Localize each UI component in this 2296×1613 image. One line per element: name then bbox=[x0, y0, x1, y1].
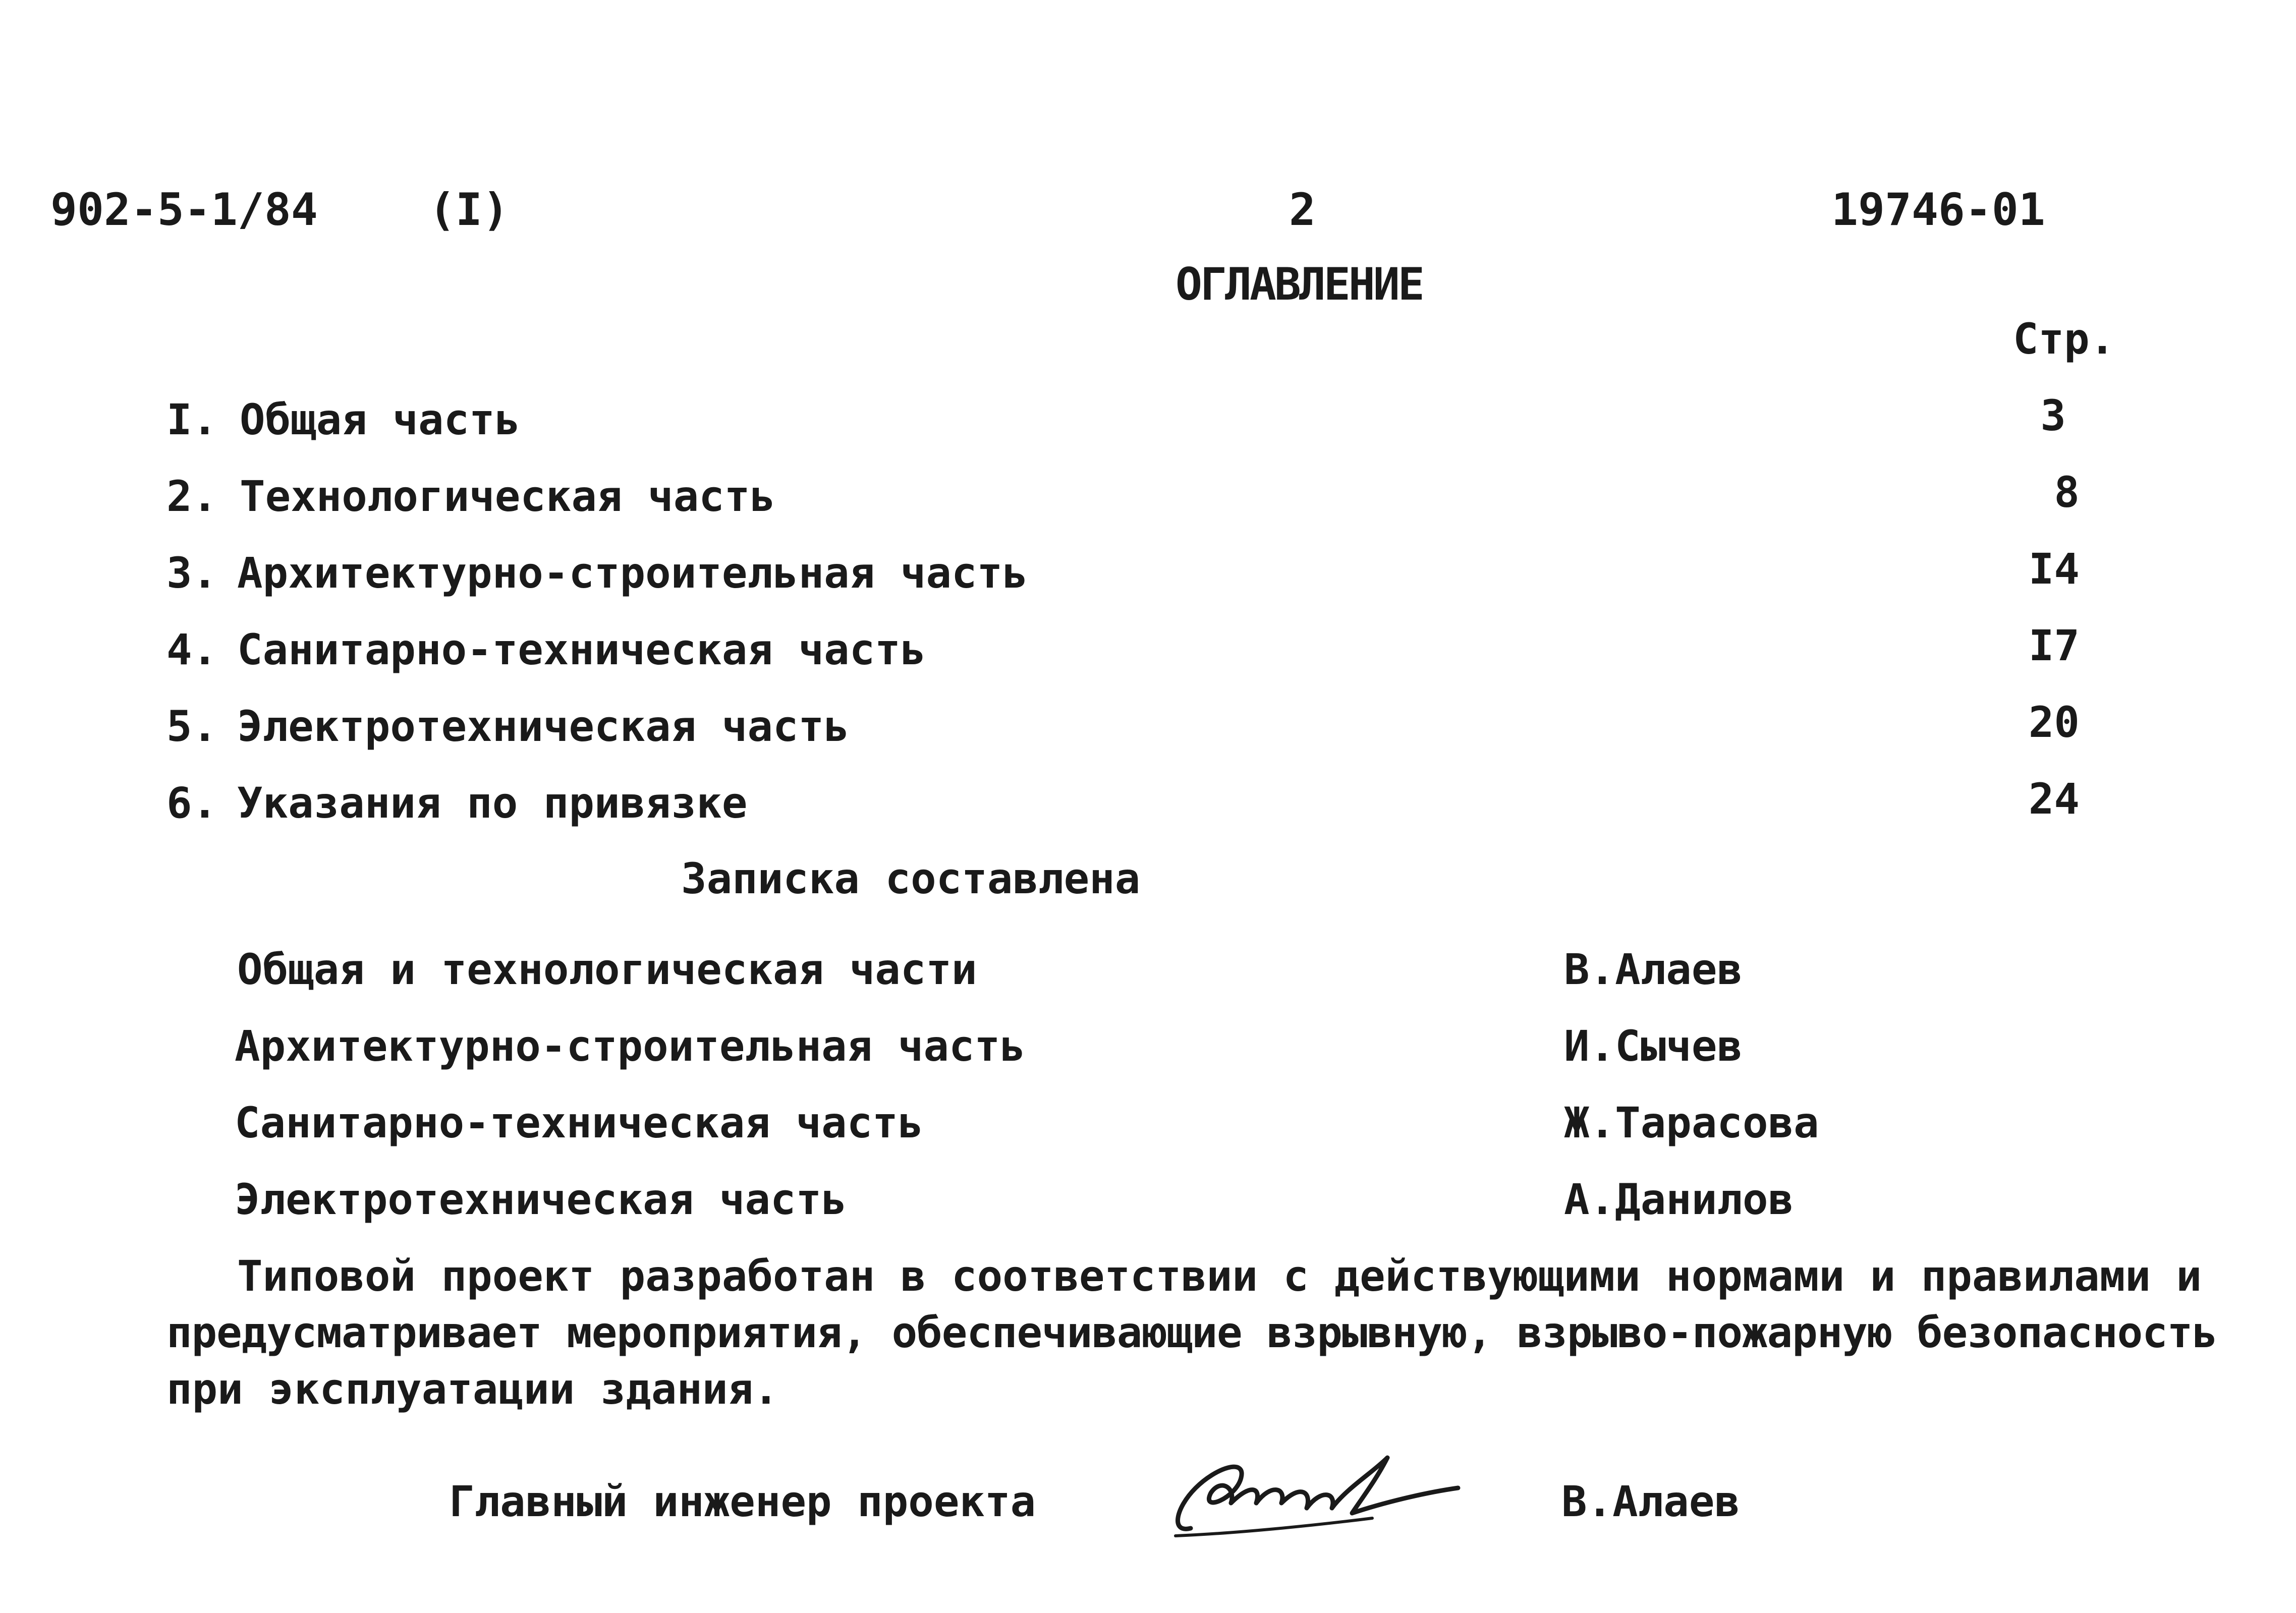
toc-item-label: Электротехническая часть bbox=[237, 702, 850, 751]
toc-item-page: 24 bbox=[2028, 774, 2080, 824]
toc-item-number: 2. bbox=[166, 472, 218, 521]
toc-item-number: I. bbox=[166, 395, 218, 444]
author-name: И.Сычев bbox=[1564, 1021, 1743, 1071]
toc-item-page: I4 bbox=[2028, 544, 2080, 594]
author-part: Общая и технологическая части bbox=[237, 945, 977, 994]
toc-item-page: 3 bbox=[2040, 391, 2066, 440]
toc-item-number: 4. bbox=[166, 625, 218, 674]
signoff-role: Главный инженер проекта bbox=[449, 1477, 1036, 1526]
toc-item-page: 8 bbox=[2054, 468, 2080, 517]
toc-item-label: Санитарно-техническая часть bbox=[237, 625, 926, 674]
signoff-name: В.Алаев bbox=[1561, 1477, 1741, 1526]
toc-item-page: I7 bbox=[2028, 621, 2080, 670]
inventory-number: 19746-01 bbox=[1831, 184, 2045, 236]
toc-item-number: 5. bbox=[166, 702, 218, 751]
author-part: Электротехническая часть bbox=[235, 1175, 847, 1224]
author-name: Ж.Тарасова bbox=[1564, 1098, 1819, 1147]
toc-item-label: Архитектурно-строительная часть bbox=[237, 548, 1028, 598]
document-code: 902-5-1/84 bbox=[50, 184, 318, 236]
handwritten-signature bbox=[1160, 1432, 1463, 1548]
toc-item-number: 6. bbox=[166, 778, 218, 828]
part-number: (I) bbox=[429, 184, 509, 236]
statement-line: при эксплуатации здания. bbox=[166, 1364, 779, 1414]
author-part: Архитектурно-строительная часть bbox=[235, 1021, 1026, 1071]
authors-heading: Записка составлена bbox=[681, 854, 1141, 903]
statement-line: Типовой проект разработан в соответствии с действующими нормами и правилами и bbox=[237, 1251, 2202, 1301]
toc-item-label: Указания по привязке bbox=[237, 778, 748, 828]
toc-item-page: 20 bbox=[2028, 698, 2080, 747]
toc-item-number: 3. bbox=[166, 548, 218, 598]
author-part: Санитарно-техническая часть bbox=[235, 1098, 924, 1147]
toc-item-label: Технологическая часть bbox=[240, 472, 776, 521]
toc-title: ОГЛАВЛЕНИЕ bbox=[1175, 258, 1423, 310]
toc-item-label: Общая часть bbox=[240, 395, 521, 444]
author-name: А.Данилов bbox=[1564, 1175, 1794, 1224]
page-column-label: Стр. bbox=[2013, 314, 2115, 364]
statement-line: предусматривает мероприятия, обеспечивающие взрывную, взрыво-пожарную безопасность bbox=[166, 1308, 2217, 1357]
page-number: 2 bbox=[1289, 184, 1316, 236]
author-name: В.Алаев bbox=[1564, 945, 1743, 994]
